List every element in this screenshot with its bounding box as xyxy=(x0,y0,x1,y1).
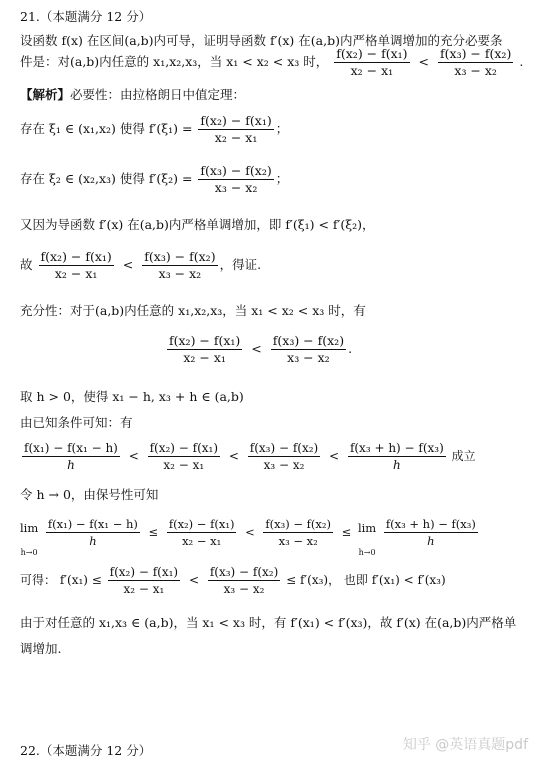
display-period: . xyxy=(348,341,353,356)
therefore-prefix: 故 xyxy=(20,257,33,272)
f21-denominator: x₂ − x₁ xyxy=(350,63,394,78)
chain-f21-denominator: x₂ − x₁ xyxy=(163,458,205,472)
period: . xyxy=(519,54,524,69)
fraction-f21 xyxy=(334,46,409,79)
display-fraction-left xyxy=(167,333,242,366)
result-f21-denominator: x₂ − x₁ xyxy=(123,582,165,596)
result-fraction-f21 xyxy=(108,564,180,597)
lim-le-2: ≤ xyxy=(341,524,352,539)
display-left-numerator: f(x₂) − f(x₁) xyxy=(169,333,241,348)
lim-right-numerator: f(x₃ + h) − f(x₃) xyxy=(385,517,476,531)
therefore-lt: < xyxy=(122,257,134,272)
therefore-fraction-left xyxy=(39,249,114,282)
lim-fraction-right xyxy=(384,516,478,549)
chain-left-denominator: h xyxy=(67,458,75,472)
therefore-left-denominator: x₂ − x₁ xyxy=(54,266,98,281)
fraction-f32 xyxy=(438,46,513,79)
result-f32-denominator: x₃ − x₂ xyxy=(223,582,265,596)
analysis-label: 【解析】 xyxy=(20,87,71,102)
lim-fraction-left xyxy=(46,516,140,549)
xi2-suffix: ； xyxy=(275,171,289,186)
f32-denominator: x₃ − x₂ xyxy=(454,63,497,78)
lim-right-denominator: h xyxy=(427,534,435,548)
q21-stem-line1: 设函数 f(x) 在区间(a,b)内可导，证明导函数 f′(x) 在(a,b)内严格单调增加的充分必要条 xyxy=(20,33,503,48)
analysis-line xyxy=(20,86,245,104)
chain-lt-3: < xyxy=(329,449,340,463)
since-line: 又因为导函数 f′(x) 在(a,b)内严格单调增加，即 f′(ξ₁) < f′(ξ₂)， xyxy=(20,217,375,232)
chain-fraction-f21 xyxy=(148,440,220,473)
result-prefix: 可得： xyxy=(20,573,57,587)
lim-lt: < xyxy=(245,524,255,539)
chain-fraction-f32 xyxy=(248,440,320,473)
xi2-prefix: 存在 ξ₂ ∈ (x₂,x₃) 使得 f′(ξ₂) = xyxy=(20,171,193,186)
known-line: 由已知条件可知：有 xyxy=(20,415,133,430)
lim-f32-numerator: f(x₃) − f(x₂) xyxy=(265,517,331,531)
therefore-suffix: ，得证. xyxy=(219,257,262,272)
f32-numerator: f(x₃) − f(x₂) xyxy=(440,46,512,61)
lim-left xyxy=(20,508,38,557)
result-lt: < xyxy=(188,573,199,587)
chain-f32-numerator: f(x₃) − f(x₂) xyxy=(249,441,319,455)
analysis-text: 必要性：由拉格朗日中值定理： xyxy=(70,87,246,102)
chain-lt-2: < xyxy=(228,449,239,463)
chain-f32-denominator: x₃ − x₂ xyxy=(263,458,305,472)
result-also: 也即 f′(x₁) < f′(x₃) xyxy=(343,573,446,587)
display-right-numerator: f(x₃) − f(x₂) xyxy=(272,333,345,348)
watermark: 知乎 @英语真题pdf xyxy=(402,737,528,753)
final-line1: 由于对任意的 x₁,x₃ ∈ (a,b)，当 x₁ < x₃ 时，有 f′(x₁) < f′(x₃)，故 f′(x) 在(a,b)内严格单 xyxy=(20,615,517,630)
result-fraction-f32 xyxy=(208,564,280,597)
lim-fraction-f21 xyxy=(167,516,237,549)
display-left-denominator: x₂ − x₁ xyxy=(183,350,226,365)
lim-left-word: lim xyxy=(20,521,39,535)
display-right-denominator: x₃ − x₂ xyxy=(287,350,330,365)
chain-right-denominator: h xyxy=(393,458,401,472)
result-f1: f′(x₁) ≤ xyxy=(59,573,102,587)
chain-f21-numerator: f(x₂) − f(x₁) xyxy=(149,441,219,455)
lim-fraction-f32 xyxy=(263,516,333,549)
xi1-numerator: f(x₂) − f(x₁) xyxy=(200,113,272,128)
result-f32-numerator: f(x₃) − f(x₂) xyxy=(209,565,279,579)
lim-right xyxy=(358,508,376,557)
result-line xyxy=(20,560,446,600)
lim-f32-denominator: x₃ − x₂ xyxy=(278,534,318,548)
xi2-numerator: f(x₃) − f(x₂) xyxy=(200,163,272,178)
chain-fraction-left xyxy=(22,440,120,473)
chain-lt-1: < xyxy=(128,449,139,463)
q22-header: 22.（本题满分 12 分） xyxy=(20,743,152,758)
result-f3: ≤ f′(x₃)， xyxy=(286,573,341,587)
xi2-denominator: x₃ − x₂ xyxy=(214,180,258,195)
xi2-line xyxy=(20,160,288,198)
chain-left-numerator: f(x₁) − f(x₁ − h) xyxy=(24,441,118,455)
take-h-line: 取 h > 0，使得 x₁ − h, x₃ + h ∈ (a,b) xyxy=(20,389,244,404)
lim-left-numerator: f(x₁) − f(x₁ − h) xyxy=(47,517,138,531)
therefore-line xyxy=(20,246,261,284)
lim-right-sub: h→0 xyxy=(358,548,376,557)
q21-condition xyxy=(20,42,523,82)
holds-text: 成立 xyxy=(451,449,476,463)
let-h-line: 令 h → 0，由保号性可知 xyxy=(20,487,159,502)
lim-le-1: ≤ xyxy=(148,524,159,539)
lim-f21-numerator: f(x₂) − f(x₁) xyxy=(168,517,235,531)
condition-prefix: 件是：对(a,b)内任意的 x₁,x₂,x₃，当 x₁ < x₂ < x₃ 时， xyxy=(20,54,329,69)
chain-inequality xyxy=(20,436,476,476)
q21-header: 21.（本题满分 12 分） xyxy=(20,9,152,24)
chain-fraction-right xyxy=(348,440,446,473)
lim-left-sub: h→0 xyxy=(20,548,38,557)
xi2-fraction xyxy=(198,163,273,196)
lim-right-word: lim xyxy=(357,521,377,535)
display-lt: < xyxy=(251,341,262,356)
chain-right-numerator: f(x₃ + h) − f(x₃) xyxy=(349,441,444,455)
final-line2: 调增加. xyxy=(20,641,62,656)
f21-numerator: f(x₂) − f(x₁) xyxy=(336,46,408,61)
limit-inequality xyxy=(20,508,480,557)
therefore-left-numerator: f(x₂) − f(x₁) xyxy=(40,249,112,264)
xi1-denominator: x₂ − x₁ xyxy=(214,130,258,145)
display-inequality xyxy=(165,330,352,368)
display-fraction-right xyxy=(271,333,346,366)
therefore-right-numerator: f(x₃) − f(x₂) xyxy=(144,249,216,264)
xi1-prefix: 存在 ξ₁ ∈ (x₁,x₂) 使得 f′(ξ₁) = xyxy=(20,121,193,136)
xi1-suffix: ； xyxy=(275,121,289,136)
xi1-fraction xyxy=(198,113,273,146)
therefore-fraction-right xyxy=(142,249,217,282)
lt-sign: < xyxy=(418,54,430,69)
sufficiency-line: 充分性：对于(a,b)内任意的 x₁,x₂,x₃，当 x₁ < x₂ < x₃ 时，有 xyxy=(20,303,366,318)
xi1-line xyxy=(20,110,288,148)
result-f21-numerator: f(x₂) − f(x₁) xyxy=(109,565,179,579)
lim-f21-denominator: x₂ − x₁ xyxy=(182,534,222,548)
lim-left-denominator: h xyxy=(89,534,97,548)
therefore-right-denominator: x₃ − x₂ xyxy=(158,266,202,281)
